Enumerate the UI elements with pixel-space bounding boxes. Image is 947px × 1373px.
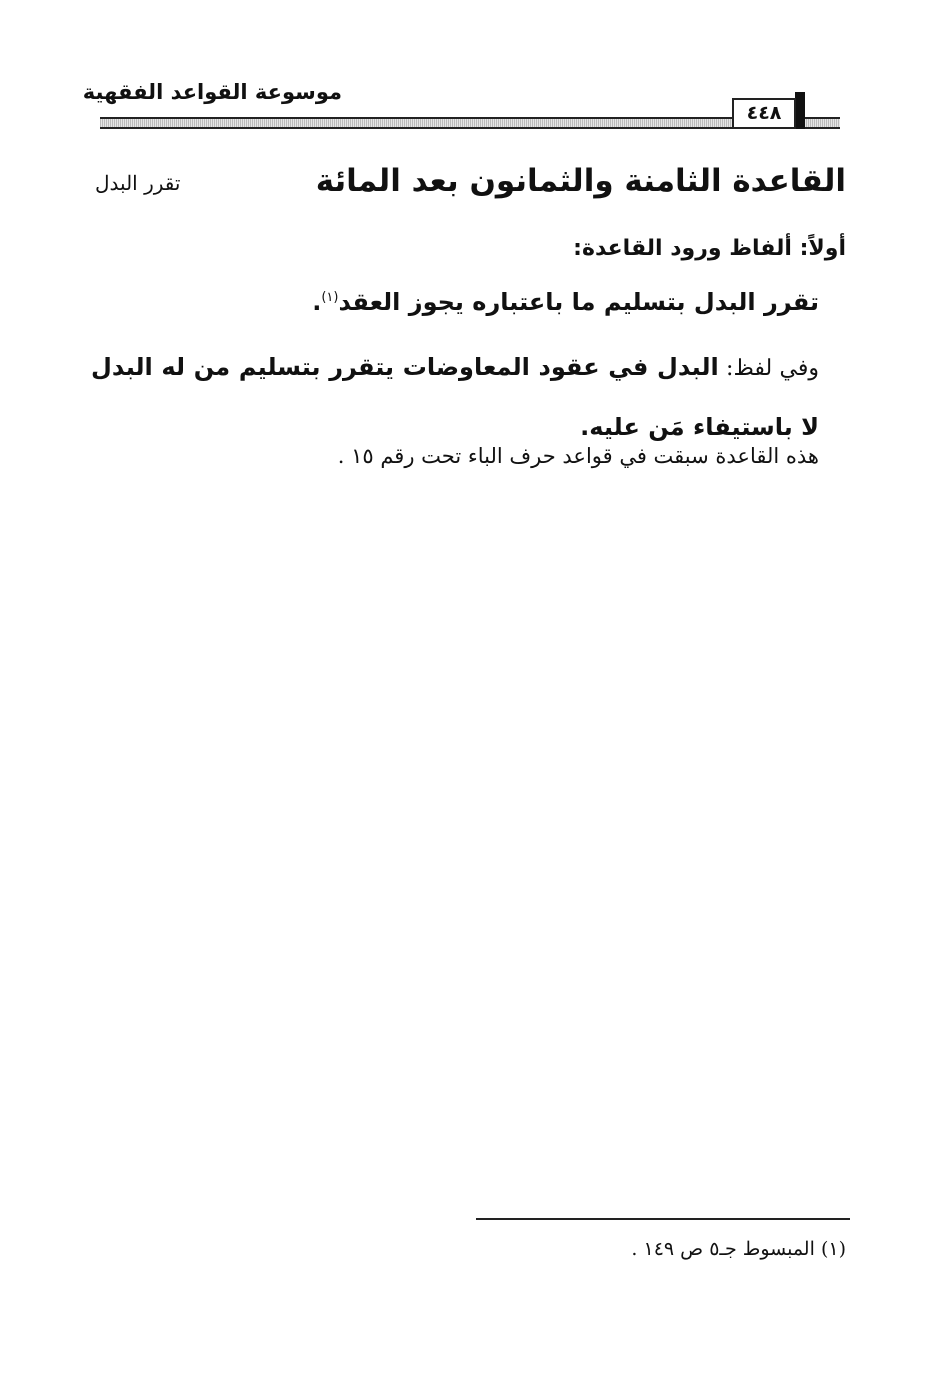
rule-statement-end: . bbox=[312, 288, 322, 316]
footnote-marker-label: (١) bbox=[820, 1238, 846, 1260]
footnote-separator bbox=[476, 1218, 850, 1220]
footnote bbox=[631, 1238, 846, 1260]
page-number: ٤٤٨ bbox=[732, 98, 796, 129]
variant-wording bbox=[91, 338, 819, 456]
footnote-marker: (١) bbox=[321, 290, 339, 305]
variant-prefix: وفي لفظ: bbox=[718, 356, 820, 381]
rule-title: القاعدة الثامنة والثمانون بعد المائة bbox=[315, 163, 846, 199]
running-header-title: موسوعة القواعد الفقهية bbox=[82, 80, 342, 104]
rule-statement-text: تقرر البدل بتسليم ما باعتباره يجوز العقد bbox=[338, 288, 819, 316]
cross-reference-note: هذه القاعدة سبقت في قواعد حرف الباء تحت رقم ١٥ . bbox=[337, 444, 819, 468]
rule-short-name: تقرر البدل bbox=[95, 171, 181, 195]
section-heading: أولاً: ألفاظ ورود القاعدة: bbox=[573, 236, 846, 261]
variant-text: البدل في عقود المعاوضات يتقرر بتسليم من له البدل لا باستيفاء مَن عليه. bbox=[91, 353, 819, 441]
page-number-shadow bbox=[795, 92, 805, 129]
rule-statement bbox=[312, 288, 819, 316]
header-decorative-bar bbox=[100, 117, 840, 129]
footnote-text: المبسوط جـ٥ ص ١٤٩ . bbox=[631, 1238, 815, 1260]
